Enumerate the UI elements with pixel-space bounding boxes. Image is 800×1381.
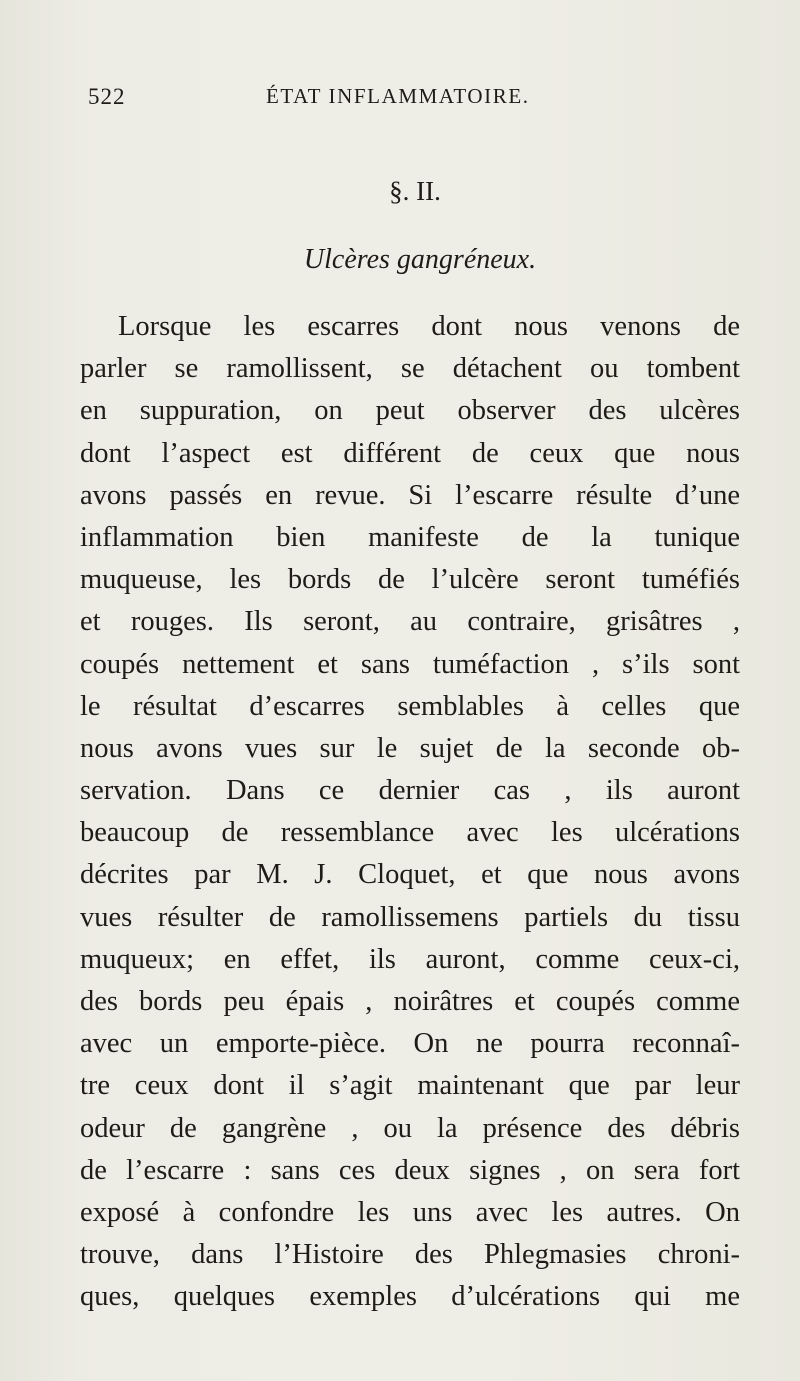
text-line: beaucoup de ressemblance avec les ulcérations [80,817,740,849]
text-line: en suppuration, on peut observer des ulcères [80,395,740,427]
text-line: vues résulter de ramollissemens partiels du tissu [80,901,740,933]
running-title: ÉTAT INFLAMMATOIRE. [266,84,530,108]
text-line: parler se ramollissent, se détachent ou tombent [80,353,740,385]
text-line: tre ceux dont il s’agit maintenant que par leur [80,1070,740,1102]
text-line: nous avons vues sur le sujet de la seconde ob- [80,732,740,764]
section-title: Ulcères gangréneux. [303,244,537,275]
text-line: avons passés en revue. Si l’escarre résulte d’une [80,479,740,511]
text-line: dont l’aspect est différent de ceux que nous [80,437,740,469]
text-line: ques, quelques exemples d’ulcérations qui me [80,1281,740,1313]
text-line: Lorsque les escarres dont nous venons de [118,311,740,342]
running-head [0,84,800,114]
text-line: des bords peu épais , noirâtres et coupés comme [80,986,740,1017]
text-line: exposé à confondre les uns avec les autres. On [80,1196,740,1228]
text-line: muqueuse, les bords de l’ulcère seront tuméfiés [80,564,740,596]
text-line: le résultat d’escarres semblables à celles que [80,690,740,722]
text-line: servation. Dans ce dernier cas , ils auront [80,775,740,807]
page-number: 522 [88,84,126,109]
text-line: de l’escarre : sans ces deux signes , on sera fort [80,1154,740,1186]
text-line: et rouges. Ils seront, au contraire, grisâtres , [80,606,740,638]
text-line: avec un emporte-pièce. On ne pourra reconnaî- [80,1028,740,1060]
text-line: coupés nettement et sans tuméfaction , s’ils sont [80,648,740,680]
text-line: muqueux; en effet, ils auront, comme ceux-ci, [80,943,740,975]
section-number: §. II. [389,176,441,206]
text-line: odeur de gangrène , ou la présence des débris [80,1112,740,1144]
text-line: décrites par M. J. Cloquet, et que nous avons [80,859,740,891]
body-paragraph [80,306,740,1319]
text-line: trouve, dans l’Histoire des Phlegmasies chroni- [80,1239,740,1271]
text-line: inflammation bien manifeste de la tunique [80,521,740,553]
